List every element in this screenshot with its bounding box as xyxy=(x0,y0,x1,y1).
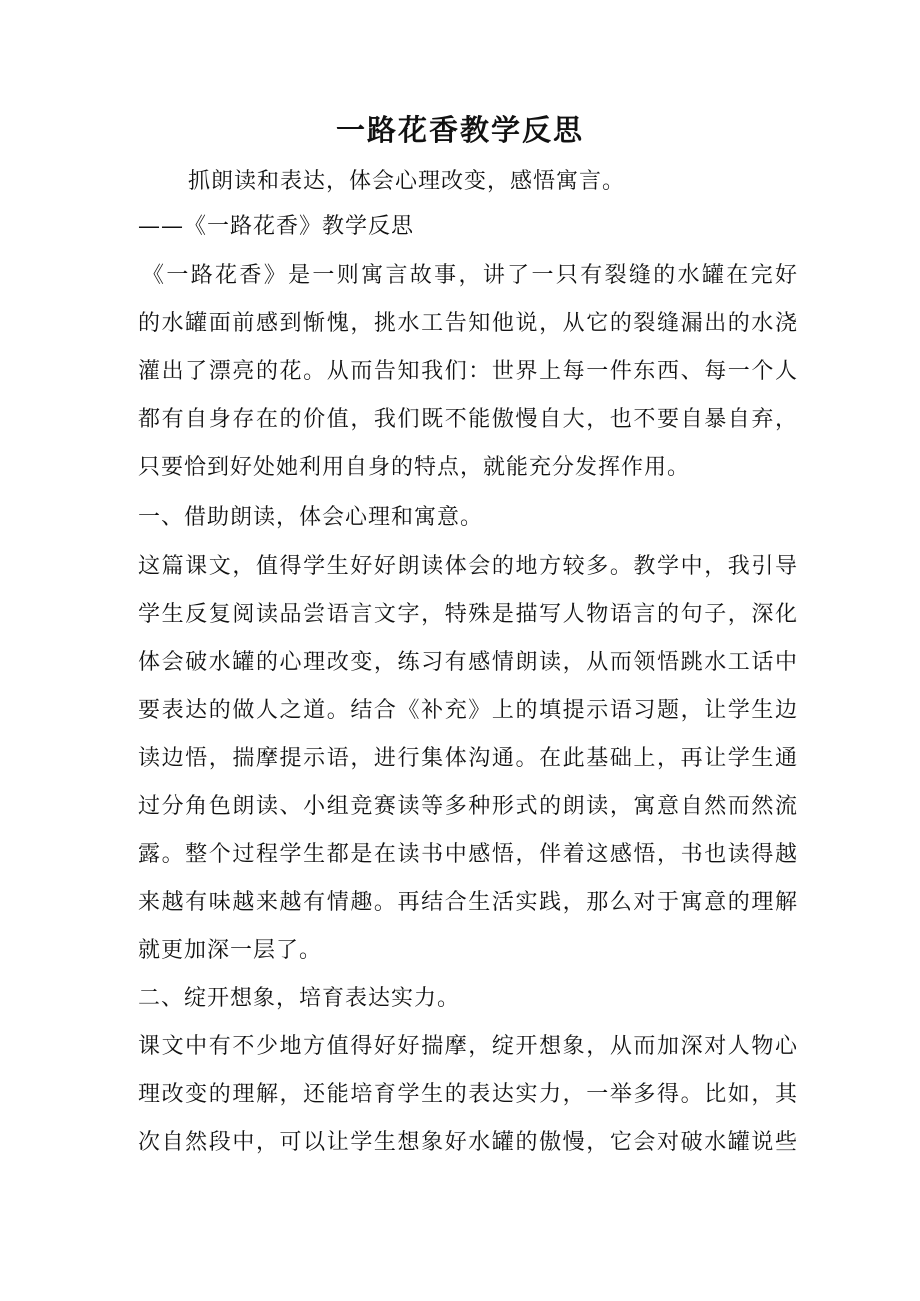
paragraph-line: 次自然段中，可以让学生想象好水罐的傲慢，它会对破水罐说些 xyxy=(138,1130,798,1155)
paragraph-line: 课文中有不少地方值得好好揣摩，绽开想象，从而加深对人物心 xyxy=(138,1034,798,1059)
section-heading: 一、借助朗读，体会心理和寓意。 xyxy=(138,505,484,530)
paragraph-line: 都有自身存在的价值，我们既不能傲慢自大，也不要自暴自弃， xyxy=(138,407,798,432)
paragraph-line: 体会破水罐的心理改变，练习有感情朗读，从而领悟跳水工话中 xyxy=(138,650,798,675)
subtitle-source: ——《一路花香》教学反思 xyxy=(138,214,415,239)
paragraph-line: 就更加深一层了。 xyxy=(138,938,323,963)
paragraph-line: 理改变的理解，还能培育学生的表达实力，一举多得。比如，其 xyxy=(138,1082,798,1107)
subtitle: 抓朗读和表达，体会心理改变，感悟寓言。 xyxy=(188,169,626,194)
paragraph-line: 的水罐面前感到惭愧，挑水工告知他说，从它的裂缝漏出的水浇 xyxy=(138,311,798,336)
paragraph-line: 这篇课文，值得学生好好朗读体会的地方较多。教学中，我引导 xyxy=(138,554,798,579)
paragraph-line: 学生反复阅读品尝语言文字，特殊是描写人物语言的句子，深化 xyxy=(138,602,798,627)
paragraph-line: 露。整个过程学生都是在读书中感悟，伴着这感悟，书也读得越 xyxy=(138,842,798,867)
paragraph-line: 灌出了漂亮的花。从而告知我们：世界上每一件东西、每一个人 xyxy=(138,359,798,384)
document-title: 一路花香教学反思 xyxy=(335,113,584,147)
section-heading: 二、绽开想象，培育表达实力。 xyxy=(138,986,461,1011)
paragraph-line: 读边悟，揣摩提示语，进行集体沟通。在此基础上，再让学生通 xyxy=(138,746,798,771)
paragraph-line: 过分角色朗读、小组竞赛读等多种形式的朗读，寓意自然而然流 xyxy=(138,794,798,819)
paragraph-line: 要表达的做人之道。结合《补充》上的填提示语习题，让学生边 xyxy=(138,698,798,723)
paragraph-line: 来越有味越来越有情趣。再结合生活实践，那么对于寓意的理解 xyxy=(138,890,798,915)
paragraph-line: 只要恰到好处她利用自身的特点，就能充分发挥作用。 xyxy=(138,455,691,480)
paragraph-line: 《一路花香》是一则寓言故事，讲了一只有裂缝的水罐在完好 xyxy=(142,263,798,288)
